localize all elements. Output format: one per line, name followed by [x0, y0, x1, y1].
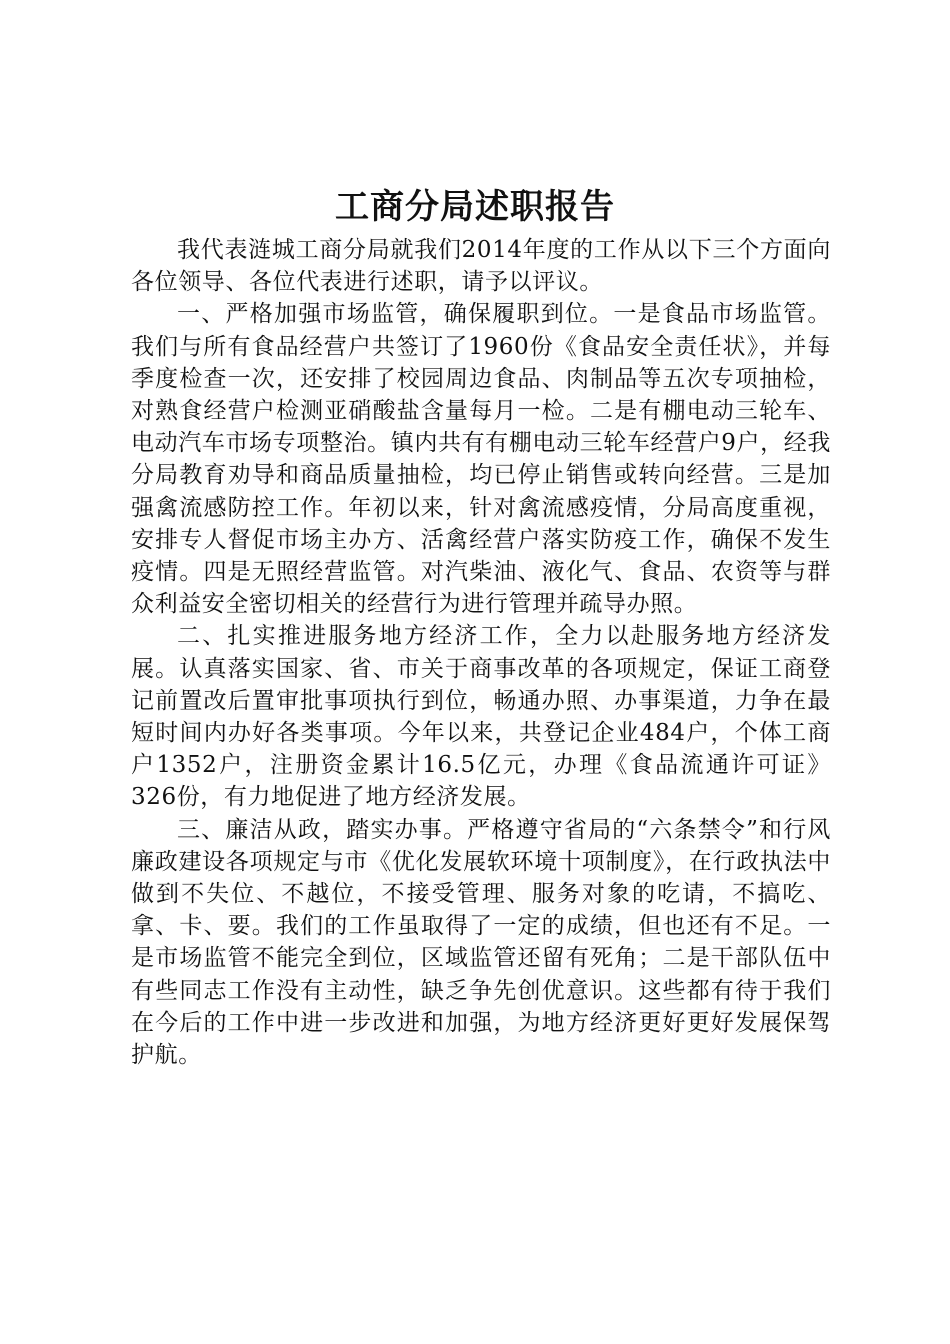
paragraph-market-supervision: 一、严格加强市场监管，确保履职到位。一是食品市场监管。我们与所有食品经营户共签订了1960份《食品安全责任状》，并每季度检查一次，还安排了校园周边食品、肉制品等五次专项抽检，对熟食经营户检测亚硝酸盐含量每月一检。二是有棚电动三轮车、电动汽车市场专项整治。镇内共有有棚电动三轮车经营户9户，经我分局教育劝导和商品质量抽检，均已停止销售或转向经营。三是加强禽流感防控工作。年初以来，针对禽流感疫情，分局高度重视，安排专人督促市场主办方、活禽经营户落实防疫工作，确保不发生疫情。四是无照经营监管。对汽柴油、液化气、食品、农资等与群众利益安全密切相关的经营行为进行管理并疏导办照。 — [131, 301, 831, 618]
paragraph-economic-service: 二、扎实推进服务地方经济工作，全力以赴服务地方经济发展。认真落实国家、省、市关于商事改革的各项规定，保证工商登记前置改后置审批事项执行到位，畅通办照、办事渠道，力争在最短时间内办好各类事项。今年以来，共登记企业484户，个体工商户1352户，注册资金累计16.5亿元，办理《食品流通许可证》326份，有力地促进了地方经济发展。 — [131, 623, 831, 811]
document-title: 工商分局述职报告 — [335, 187, 615, 227]
paragraph-integrity: 三、廉洁从政，踏实办事。严格遵守省局的“六条禁令”和行风廉政建设各项规定与市《优化发展软环境十项制度》，在行政执法中做到不失位、不越位，不接受管理、服务对象的吃请，不搞吃、拿、卡、要。我们的工作虽取得了一定的成绩，但也还有不足。一是市场监管不能完全到位，区域监管还留有死角；二是干部队伍中有些同志工作没有主动性，缺乏争先创优意识。这些都有待于我们在今后的工作中进一步改进和加强，为地方经济更好更好发展保驾护航。 — [131, 816, 831, 1069]
paragraph-intro: 我代表涟城工商分局就我们2014年度的工作从以下三个方面向各位领导、各位代表进行述职，请予以评议。 — [131, 237, 831, 296]
document-body — [131, 234, 831, 1071]
